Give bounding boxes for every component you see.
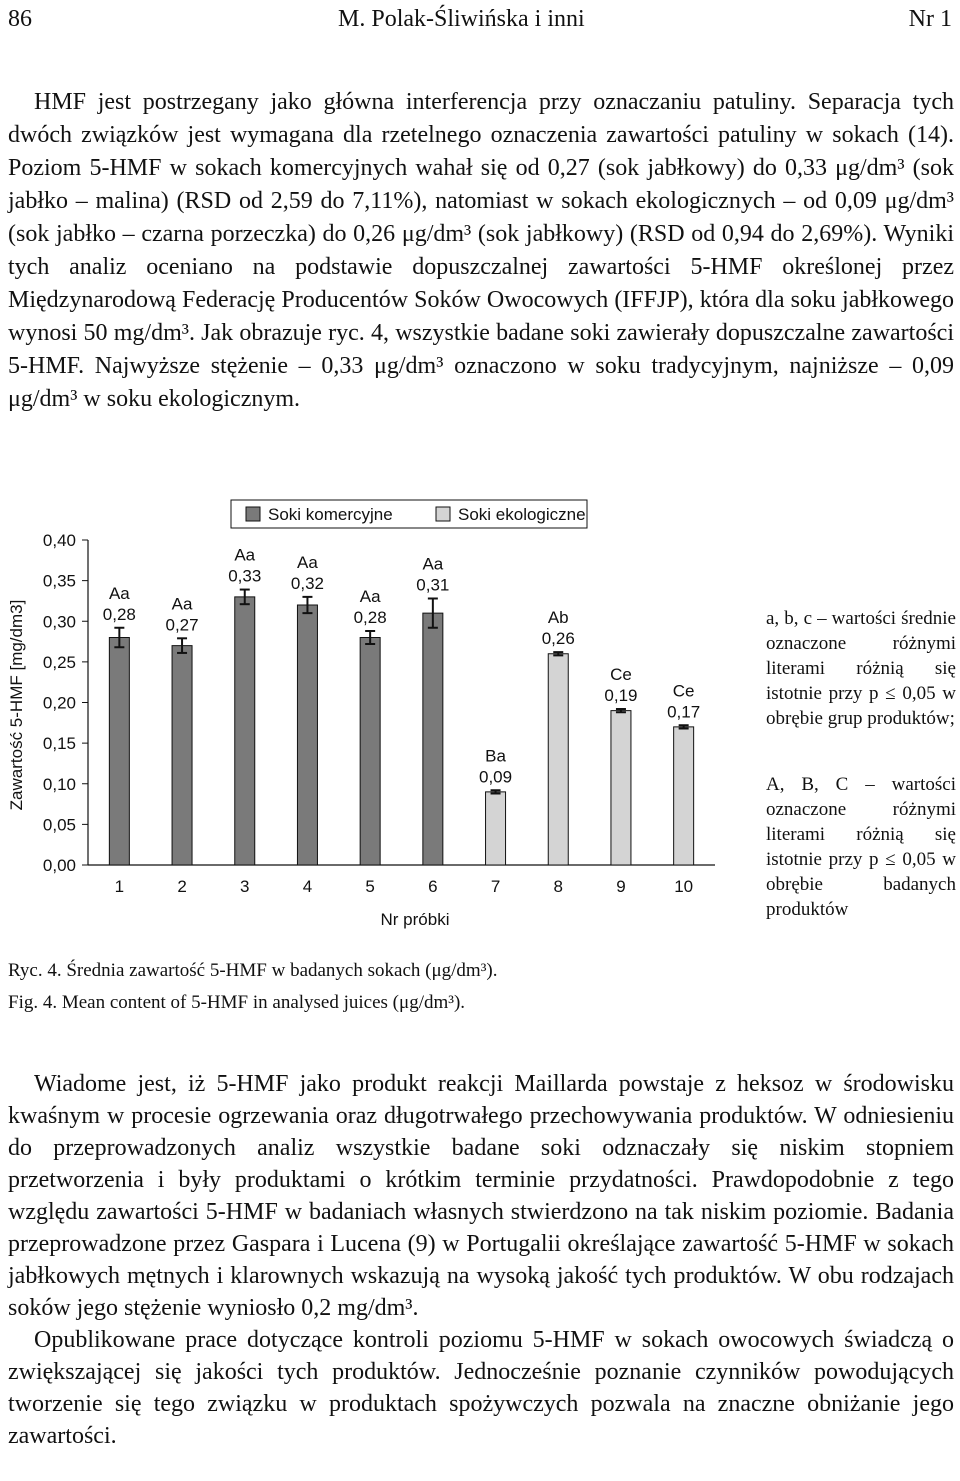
legend-label-commercial: Soki komercyjne <box>268 505 393 524</box>
y-tick-label: 0,10 <box>42 774 76 794</box>
bar-group-label: Aa <box>297 552 318 572</box>
bar-group-label: Ba <box>485 746 506 766</box>
page-number: 86 <box>8 6 32 32</box>
hmf-bar-chart <box>0 490 760 940</box>
paragraph-discussion-1: Wiadome jest, iż 5-HMF jako produkt reakcji Maillarda powstaje z heksoz w środowisku kwaśnym w procesie ogrzewania oraz długotrwałego przechowywania produktów. W odniesieniu do przeprowadzonych analiz wszystkie badane soki odznaczały się niskim stopniem przetworzenia i były produktami o krótkim terminie przydatności. Prawdopodobnie z tego względu zawartości 5-HMF w badaniach własnych stwierdzono na tak niskim poziomie. Badania przeprowadzone przez Gaspara i Lucena (9) w Portugalii określające zawartość 5-HMF w sokach jabłkowych mętnych i klarownych wskazują na wysoką jakość tych produktów. W obu rodzajach soków jego stężenie wyniosło 0,2 mg/dm³. <box>8 1071 954 1321</box>
figure-caption-en: Fig. 4. Mean content of 5-HMF in analysed juices (μg/dm³). <box>8 992 466 1013</box>
x-tick-label: 4 <box>302 877 313 896</box>
y-tick-label: 0,35 <box>42 571 76 591</box>
x-tick-label: 7 <box>490 877 501 896</box>
bar-group-label: Ce <box>610 665 632 684</box>
x-tick-label: 1 <box>114 877 125 896</box>
x-tick-label: 8 <box>553 877 563 896</box>
figure-caption-pl: Ryc. 4. Średnia zawartość 5-HMF w badanych sokach (μg/dm³). <box>8 960 498 981</box>
y-tick-label: 0,20 <box>42 693 76 713</box>
bar-value-label: 0,17 <box>667 702 701 722</box>
bar-value-label: 0,26 <box>541 629 575 649</box>
y-tick-label: 0,25 <box>42 652 76 672</box>
significance-note-uppercase: A, B, C – wartości oznaczone różnymi literami różnią się istotnie przy p ≤ 0,05 w obrębie badanych produktów <box>766 774 956 920</box>
legend-label-ecological: Soki ekologiczne <box>458 505 586 524</box>
bar-value-label: 0,31 <box>416 575 450 595</box>
y-tick-label: 0,05 <box>42 815 76 835</box>
legend-swatch-commercial <box>246 507 260 521</box>
bar-value-label: 0,27 <box>165 615 199 635</box>
bar-group-label: Ab <box>547 608 569 628</box>
bar <box>423 613 443 865</box>
bar-value-label: 0,09 <box>479 767 513 787</box>
paragraph-hmf-results: HMF jest postrzegany jako główna interferencja przy oznaczaniu patuliny. Separacja tych dwóch związków jest wymagana dla rzetelnego oznaczenia zawartości patuliny w sokach (14). Poziom 5-HMF w sokach komercyjnych wahał się od 0,27 (sok jabłkowy) do 0,33 μg/dm³ (sok jabłko – malina) (RSD od 2,59 do 7,11%), natomiast w sokach ekologicznych – od 0,09 μg/dm³ (sok jabłko – czarna porzeczka) do 0,26 μg/dm³ (sok jabłkowy) (RSD od 0,94 do 2,69%). Wyniki tych analiz oceniano na podstawie dopuszczalnej zawartości 5-HMF określonej przez Międzynarodową Federację Producentów Soków Owocowych (IFFJP), która dla soku jabłkowego wynosi 50 mg/dm³. Jak obrazuje ryc. 4, wszystkie badane soki zawierały dopuszczalne zawartości 5-HMF. Najwyższe stężenie – 0,33 μg/dm³ oznaczono w soku tradycyjnym, najniższe – 0,09 μg/dm³ w soku ekologicznym. <box>8 89 954 412</box>
y-axis-title: Zawartość 5-HMF [mg/dm3] <box>7 599 26 811</box>
y-tick-label: 0,00 <box>42 856 76 875</box>
discussion-section <box>8 1068 954 1452</box>
x-tick-label: 3 <box>240 877 250 896</box>
x-tick-label: 6 <box>428 877 438 896</box>
x-tick-label: 5 <box>365 877 375 896</box>
bar-group-label: Aa <box>422 554 444 574</box>
bar-group-label: Aa <box>171 594 193 614</box>
bar <box>674 727 694 865</box>
bar <box>360 638 380 866</box>
bar <box>235 597 255 865</box>
running-head-authors: M. Polak-Śliwińska i inni <box>338 6 585 32</box>
bar-value-label: 0,32 <box>290 573 324 593</box>
journal-issue: Nr 1 <box>908 6 952 32</box>
x-tick-label: 9 <box>616 877 626 896</box>
x-axis-title: Nr próbki <box>380 910 450 929</box>
bar <box>172 646 192 865</box>
paragraph-discussion-2: Opublikowane prace dotyczące kontroli poziomu 5-HMF w sokach owocowych świadczą o zwiększającej się jakości tych produktów. Jednocześnie poznanie czynników powodujących tworzenie się tego związku w produktach spożywczych pozwala na znaczne obniżanie jego zawartości. <box>8 1327 954 1449</box>
legend-swatch-ecological <box>436 507 450 521</box>
chart-legend <box>231 500 587 528</box>
bar-value-label: 0,33 <box>228 566 262 586</box>
x-tick-label: 10 <box>674 877 694 896</box>
bar-value-label: 0,28 <box>102 604 136 624</box>
y-tick-label: 0,15 <box>42 734 76 754</box>
bar <box>297 605 317 865</box>
bar-group-label: Aa <box>108 583 130 603</box>
bar-value-label: 0,28 <box>353 608 387 627</box>
bar <box>109 638 129 866</box>
x-tick-label: 2 <box>177 877 187 896</box>
y-tick-label: 0,30 <box>42 612 76 632</box>
significance-note-lowercase: a, b, c – wartości średnie oznaczone różnymi literami różnią się istotnie przy p ≤ 0,05 w obrębie grup produktów; <box>766 608 956 729</box>
bar <box>548 654 568 865</box>
bar-group-label: Ce <box>672 681 695 701</box>
bar-group-label: Aa <box>359 587 381 606</box>
bar <box>611 711 631 865</box>
bar-value-label: 0,19 <box>604 686 638 705</box>
y-tick-label: 0,40 <box>42 531 76 550</box>
bar <box>486 792 506 865</box>
bar-group-label: Aa <box>234 545 256 565</box>
